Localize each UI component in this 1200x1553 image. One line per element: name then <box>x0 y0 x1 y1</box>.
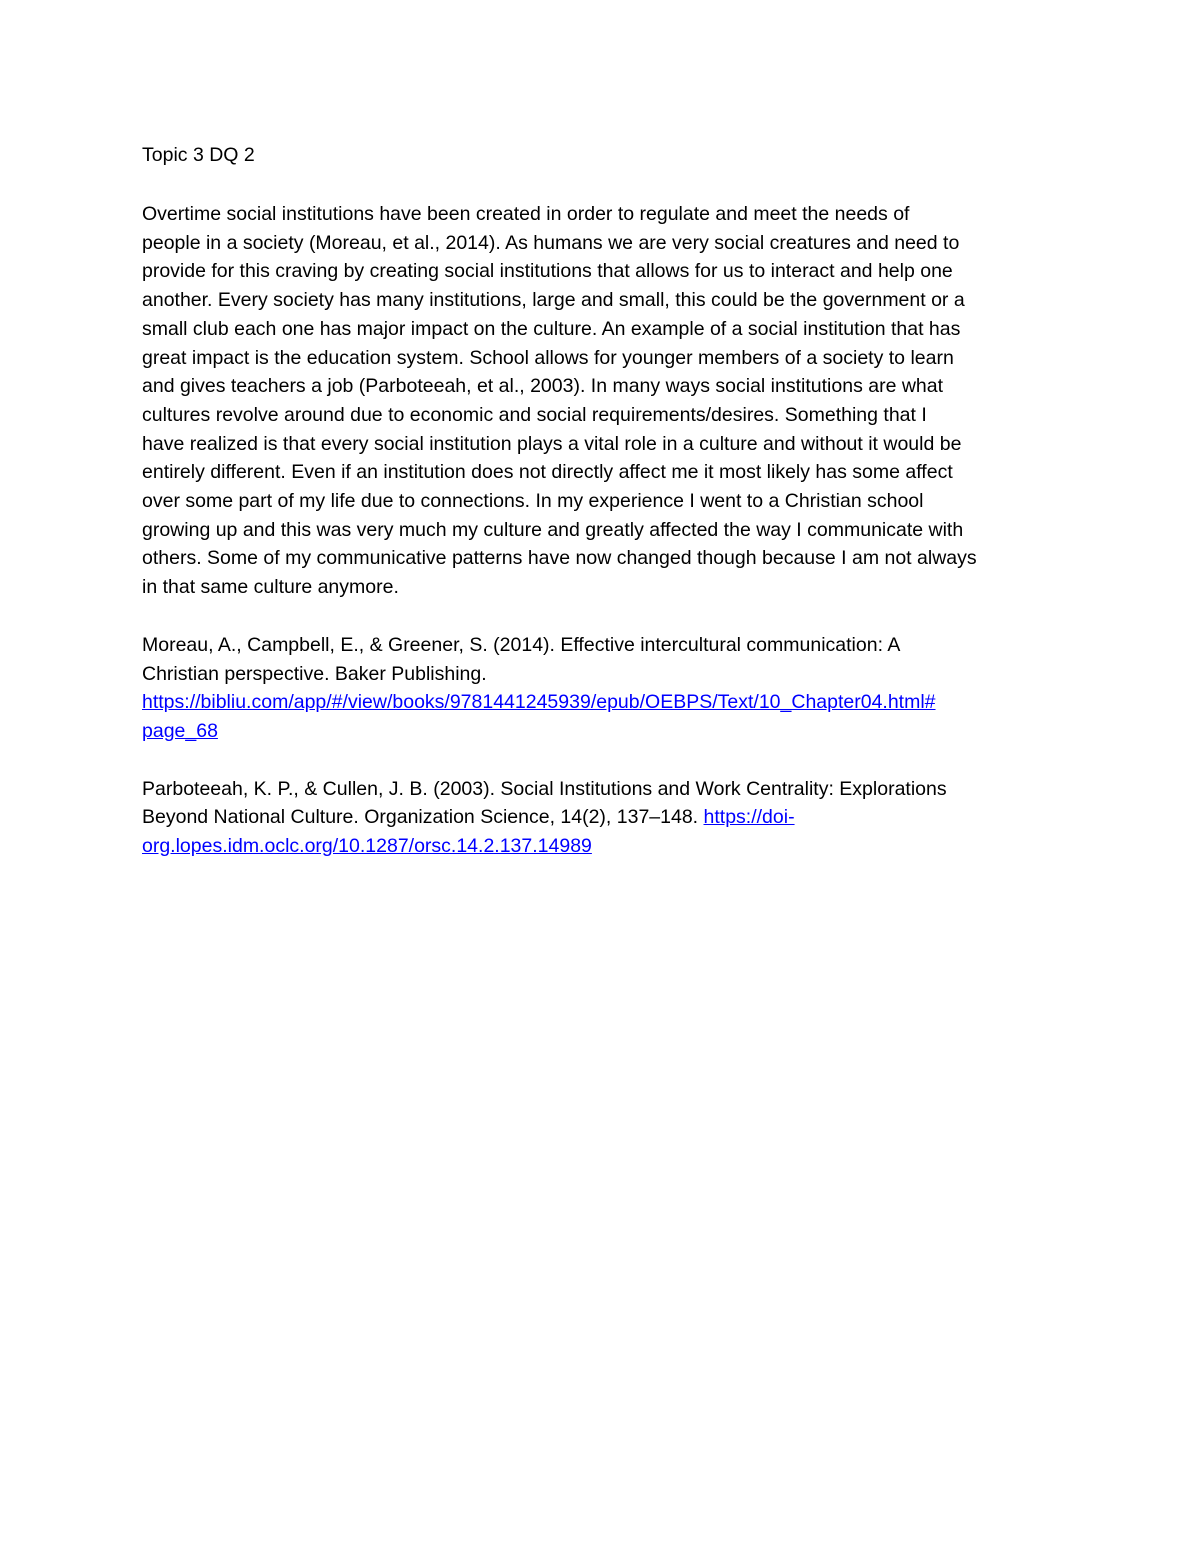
paragraph-line: cultures revolve around due to economic and social requirements/desires. Something that I <box>142 403 927 426</box>
reference-link-continuation[interactable]: org.lopes.idm.oclc.org/10.1287/orsc.14.2.137.14989 <box>142 835 592 858</box>
body-paragraph <box>142 200 1062 602</box>
reference-link-line <box>142 688 1062 717</box>
reference-link-continuation[interactable]: page_68 <box>142 719 218 742</box>
reference-moreau <box>142 631 1062 746</box>
paragraph-line: others. Some of my communicative patterns have now changed though because I am not always <box>142 547 977 570</box>
reference-link-line <box>142 832 1062 861</box>
blank-line <box>142 171 1062 200</box>
paragraph-line: growing up and this was very much my culture and greatly affected the way I communicate with <box>142 518 964 541</box>
blank-line <box>142 746 1062 775</box>
paragraph-line: entirely different. Even if an institution does not directly affect me it most likely has some affect <box>142 461 953 484</box>
reference-text-line: Parboteeah, K. P., & Cullen, J. B. (2003). Social Institutions and Work Centrality: Explorations <box>142 777 947 800</box>
reference-link-line <box>142 717 1062 746</box>
paragraph-line: in that same culture anymore. <box>142 576 399 599</box>
reference-link[interactable]: https://doi- <box>703 806 795 829</box>
reference-text-line: Christian perspective. Baker Publishing. <box>142 662 487 685</box>
paragraph-line: Overtime social institutions have been created in order to regulate and meet the needs of <box>142 203 910 225</box>
reference-text-line: Moreau, A., Campbell, E., & Greener, S. (2014). Effective intercultural communication: A <box>142 633 901 656</box>
paragraph-line: and gives teachers a job (Parboteeah, et al., 2003). In many ways social institutions are what <box>142 375 944 398</box>
reference-text-line <box>142 803 1062 832</box>
blank-line <box>142 602 1062 631</box>
document-title: Topic 3 DQ 2 <box>142 144 255 166</box>
paragraph-line: great impact is the education system. School allows for younger members of a society to learn <box>142 346 954 369</box>
paragraph-line: have realized is that every social institution plays a vital role in a culture and without it would be <box>142 432 962 455</box>
paragraph-line: over some part of my life due to connections. In my experience I went to a Christian school <box>142 490 924 513</box>
paragraph-line: people in a society (Moreau, et al., 2014). As humans we are very social creatures and need to <box>142 231 960 254</box>
document-content <box>142 141 1062 861</box>
reference-parboteeah <box>142 775 1062 861</box>
reference-text-segment: Beyond National Culture. Organization Science, 14(2), 137–148. <box>142 806 704 829</box>
paragraph-line: another. Every society has many institutions, large and small, this could be the government or a <box>142 289 965 312</box>
reference-link[interactable]: https://bibliu.com/app/#/view/books/9781441245939/epub/OEBPS/Text/10_Chapter04.html# <box>142 691 936 714</box>
paragraph-line: small club each one has major impact on the culture. An example of a social institution that has <box>142 317 961 340</box>
paragraph-line: provide for this craving by creating social institutions that allows for us to interact and help one <box>142 260 953 283</box>
